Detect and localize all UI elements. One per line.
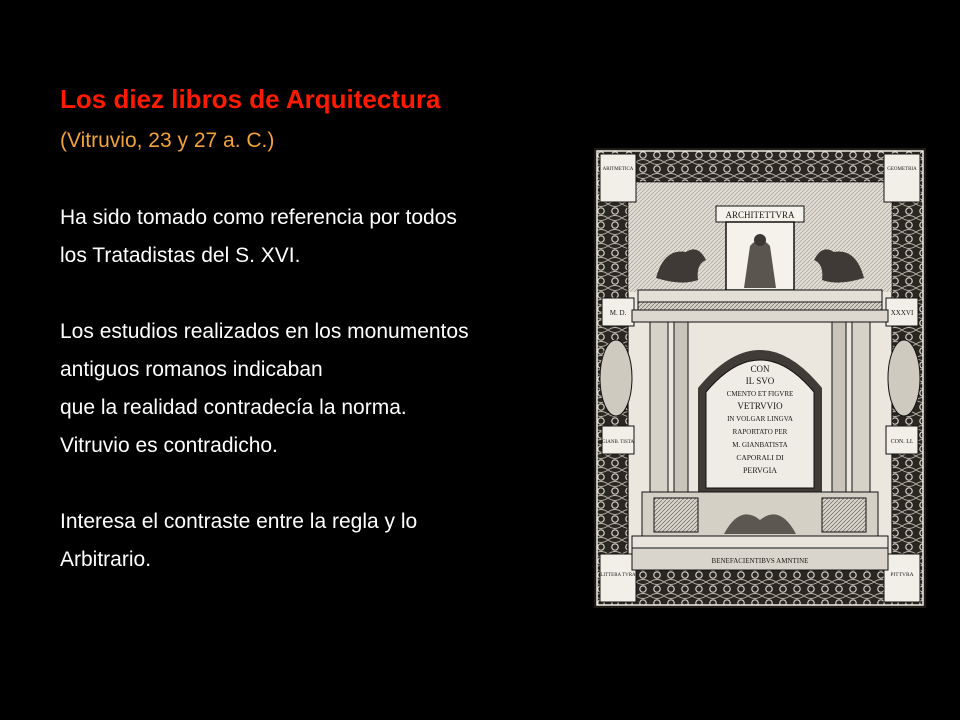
body-line: Ha sido tomado como referencia por todos <box>60 206 457 229</box>
center-text-line: VETRVVIO <box>737 401 783 411</box>
frontispiece-engraving <box>594 148 926 608</box>
body-line: antiguos romanos indicaban <box>60 358 323 381</box>
center-text-line: PERVGIA <box>742 466 778 475</box>
top-banner-text: ARCHITETTVRA <box>725 210 795 220</box>
body-line: Interesa el contraste entre la regla y lo <box>60 510 418 533</box>
corner-label: GEOMETRIA <box>887 167 917 172</box>
body-line: los Tratadistas del S. XVI. <box>60 244 301 267</box>
side-label: CON. LI. <box>890 439 914 445</box>
side-label: M. D. <box>609 309 627 317</box>
paragraph <box>60 503 590 579</box>
body-line: Los estudios realizados en los monumentos <box>60 320 469 343</box>
center-text-line: IN VOLGAR LINGVA <box>727 415 793 423</box>
corner-label: LITTERA TVRA <box>600 573 636 578</box>
center-text-line: IL SVO <box>745 376 775 386</box>
paragraph <box>60 313 590 465</box>
body-line: Vitruvio es contradicho. <box>60 434 278 457</box>
center-text-line: CAPORALI DI <box>736 453 784 462</box>
center-text-line: CON <box>750 364 770 374</box>
slide-title: Los diez libros de Arquitectura <box>60 84 441 114</box>
body-line: que la realidad contradecía la norma. <box>60 396 407 419</box>
body-line: Arbitrario. <box>60 548 152 571</box>
center-text-line: CMENTO ET FIGVRE <box>726 390 794 398</box>
center-text-line: M. GIANBATISTA <box>732 441 788 449</box>
corner-label: ARITMETICA <box>602 167 634 172</box>
slide-body <box>60 199 590 579</box>
center-text-line: RAPORTATO PER <box>732 428 788 436</box>
paragraph <box>60 199 590 275</box>
corner-label: PITTVRA <box>890 572 914 578</box>
side-label: GIANB. TISTA <box>601 440 635 445</box>
base-inscription: BENEFACIENTIBVS AMNTINE <box>711 557 809 565</box>
side-label: XXXVI <box>890 309 914 317</box>
slide-subtitle: (Vitruvio, 23 y 27 a. C.) <box>60 129 275 152</box>
